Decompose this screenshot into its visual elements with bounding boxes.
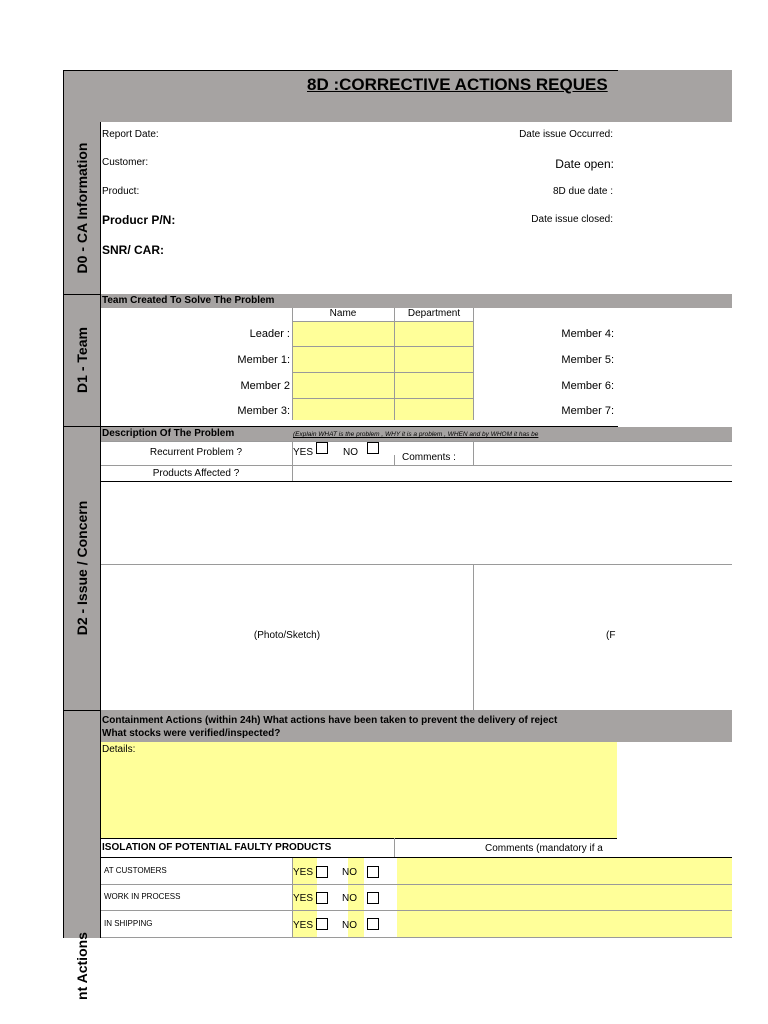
isolation-row-customers-no: NO xyxy=(342,867,357,878)
recurrent-no-label: NO xyxy=(343,447,358,458)
isolation-wip-yes-checkbox[interactable] xyxy=(316,892,328,904)
due-date-label: 8D due date : xyxy=(552,186,613,197)
isolation-row-shipping-yes: YES xyxy=(293,920,314,931)
affected-label: Products Affected ? xyxy=(152,468,240,479)
divider-d2 xyxy=(63,710,101,711)
isolation-customers-yes-checkbox[interactable] xyxy=(316,866,328,878)
isolation-row-wip-no: NO xyxy=(342,893,357,904)
section-d1-label: D1 - Team xyxy=(74,327,90,393)
role-member-5: Member 5: xyxy=(561,354,614,366)
containment-header-line2: What stocks were verified/inspected? xyxy=(102,728,281,739)
isolation-row-shipping-label: IN SHIPPING xyxy=(104,919,153,928)
details-field[interactable] xyxy=(101,742,617,838)
recurrent-yes-checkbox[interactable] xyxy=(316,442,328,454)
grid-line xyxy=(292,321,474,322)
report-date-label: Report Date: xyxy=(102,129,159,140)
grid-line xyxy=(292,308,293,420)
section-d0-label: D0 - CA Information xyxy=(74,142,90,274)
top-border xyxy=(63,70,618,71)
grid-line xyxy=(473,564,474,710)
grid-line xyxy=(101,441,732,442)
grid-line xyxy=(292,346,474,347)
role-member-6: Member 6: xyxy=(561,380,614,392)
photo-left-placeholder[interactable]: (Photo/Sketch) xyxy=(253,630,321,641)
team-name-cells[interactable] xyxy=(292,321,473,420)
recurrent-no-checkbox[interactable] xyxy=(367,442,379,454)
section-d3-label: nt Actions xyxy=(74,932,90,1000)
role-member-7: Member 7: xyxy=(561,405,614,417)
grid-line xyxy=(101,937,732,938)
isolation-row-customers-yes: YES xyxy=(293,867,314,878)
grid-line xyxy=(394,838,395,858)
page-title: 8D :CORRECTIVE ACTIONS REQUES xyxy=(307,75,608,94)
role-member-1: Member 1: xyxy=(237,354,290,366)
isolation-customers-no-checkbox[interactable] xyxy=(367,866,379,878)
grid-line xyxy=(101,838,617,839)
comments-mandatory-label: Comments (mandatory if a xyxy=(485,843,603,854)
problem-header: Description Of The Problem xyxy=(102,428,235,439)
section-d2-side xyxy=(64,426,100,710)
problem-explain: (Explain WHAT is the problem , WHY it is a problem , WHEN and by WHOM it has be xyxy=(293,431,539,438)
recurrent-yes-label: YES xyxy=(293,447,314,458)
team-col-department: Department xyxy=(407,308,461,319)
customer-label: Customer: xyxy=(102,157,149,168)
grid-line xyxy=(101,465,732,466)
grid-line xyxy=(101,564,732,565)
team-col-name: Name xyxy=(329,308,357,319)
isolation-comments-cells[interactable] xyxy=(397,858,732,938)
isolation-shipping-no-checkbox[interactable] xyxy=(367,918,379,930)
isolation-shipping-yes-checkbox[interactable] xyxy=(316,918,328,930)
section-d2-label: D2 - Issue / Concern xyxy=(74,500,90,636)
isolation-row-customers-label: AT CUSTOMERS xyxy=(104,866,167,875)
team-header: Team Created To Solve The Problem xyxy=(102,295,275,306)
role-member-2: Member 2 xyxy=(240,380,290,392)
details-label: Details: xyxy=(102,744,136,755)
problem-description-area[interactable] xyxy=(101,482,732,564)
date-issue-closed-label: Date issue closed: xyxy=(531,214,613,225)
comments-label: Comments : xyxy=(402,452,456,463)
section-d0-side xyxy=(64,122,100,294)
isolation-header: ISOLATION OF POTENTIAL FAULTY PRODUCTS xyxy=(102,842,332,853)
date-issue-occurred-label: Date issue Occurred: xyxy=(519,129,613,140)
grid-line xyxy=(292,372,474,373)
recurrent-label: Recurrent Problem ? xyxy=(149,447,243,458)
grid-line xyxy=(394,455,395,465)
grid-line xyxy=(394,308,395,420)
containment-header-line1: Containment Actions (within 24h) What actions have been taken to prevent the delivery of reject xyxy=(102,715,558,726)
section-d1-side xyxy=(64,294,100,426)
product-pn-label: Producr P/N: xyxy=(102,213,176,227)
isolation-row-shipping-no: NO xyxy=(342,920,357,931)
divider-d1 xyxy=(63,426,101,427)
isolation-row-wip-yes: YES xyxy=(293,893,314,904)
role-leader: Leader : xyxy=(249,328,290,340)
grid-line xyxy=(292,398,474,399)
role-member-4: Member 4: xyxy=(561,328,614,340)
date-open-label: Date open: xyxy=(555,157,614,171)
grid-line xyxy=(101,910,732,911)
isolation-wip-no-checkbox[interactable] xyxy=(367,892,379,904)
snr-car-label: SNR/ CAR: xyxy=(102,243,164,257)
isolation-row-wip-label: WORK IN PROCESS xyxy=(104,892,181,901)
divider-d0 xyxy=(63,294,101,295)
role-member-3: Member 3: xyxy=(237,405,290,417)
grid-line xyxy=(473,441,474,465)
grid-line xyxy=(101,884,732,885)
photo-right-placeholder[interactable]: (F xyxy=(606,630,616,641)
section-d3-side xyxy=(64,710,100,1000)
grid-line xyxy=(473,308,474,420)
product-label: Product: xyxy=(102,186,140,197)
